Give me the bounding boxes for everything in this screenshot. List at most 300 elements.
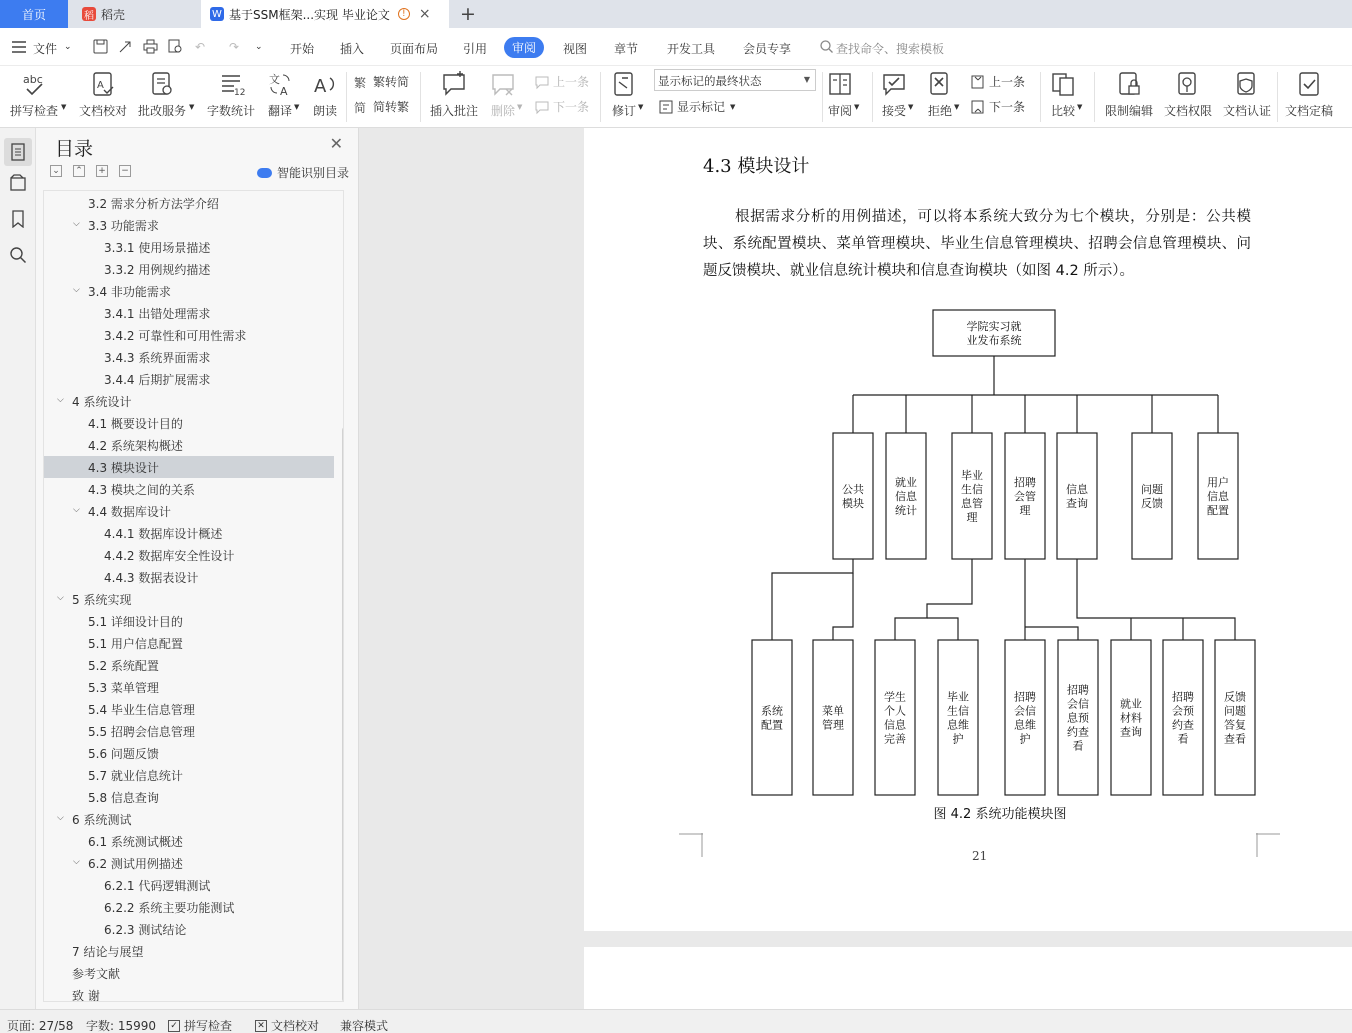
svg-text:A: A bbox=[97, 80, 104, 91]
output-icon[interactable] bbox=[118, 39, 133, 54]
toc-item[interactable] bbox=[44, 346, 334, 368]
delete-comment-button[interactable] bbox=[489, 70, 517, 119]
mid-module-box bbox=[1057, 433, 1097, 559]
toc-item[interactable] bbox=[44, 302, 334, 324]
leaf-module-label: 息维 bbox=[947, 718, 969, 732]
section-heading[interactable]: 4.3 模块设计 bbox=[703, 156, 810, 177]
toc-item[interactable] bbox=[44, 742, 334, 764]
batch-service-icon bbox=[148, 70, 176, 98]
leaf-module-label: 反馈 bbox=[1224, 690, 1246, 704]
chapter-nav-button[interactable] bbox=[9, 174, 27, 192]
root-module-label: 学院实习就 bbox=[966, 320, 1022, 333]
track-changes-icon bbox=[610, 70, 638, 98]
collapse-all-icon[interactable]: ⌄ bbox=[50, 165, 62, 177]
dropdown-caret-icon: ▼ bbox=[189, 103, 195, 111]
svg-text:繁: 繁 bbox=[354, 75, 367, 90]
tab-document[interactable] bbox=[201, 0, 449, 28]
connector-line bbox=[895, 559, 972, 640]
translate-label: 翻译 bbox=[267, 104, 292, 118]
navigation-icon-bar bbox=[0, 128, 36, 1009]
toc-item[interactable] bbox=[44, 984, 334, 1002]
review-ribbon bbox=[0, 66, 1352, 128]
bookmark-icon bbox=[9, 210, 27, 228]
chevron-down-icon[interactable]: ⌵ bbox=[57, 395, 64, 405]
body-paragraph[interactable]: 根据需求分析的用例描述，可以将本系统大致分为七个模块，分别是：公共模块、系统配置模块、菜单管理模块、毕业生信息管理模块、招聘会信息管理模块、问题反馈模块、就业信息统计模块和信息查询模块（如图 4.2 所示）。 bbox=[703, 209, 1251, 279]
svg-text:文: 文 bbox=[269, 73, 280, 86]
leaf-module-label: 个人 bbox=[884, 704, 906, 718]
toc-item-label: 参考文献 bbox=[72, 967, 121, 981]
toc-item-label: 3.3.2 用例规约描述 bbox=[104, 263, 211, 277]
expand-up-icon[interactable]: ⌃ bbox=[73, 165, 85, 177]
read-aloud-button[interactable] bbox=[311, 70, 339, 119]
chevron-down-icon[interactable]: ⌵ bbox=[73, 219, 80, 229]
mid-module-label: 理 bbox=[1019, 504, 1031, 517]
chevron-down-icon[interactable]: ⌵ bbox=[73, 857, 80, 867]
leaf-module-label: 息维 bbox=[1014, 718, 1036, 732]
restrict-edit-button[interactable] bbox=[1105, 70, 1153, 119]
doc-final-icon bbox=[1295, 70, 1323, 98]
smart-toc-button[interactable] bbox=[257, 164, 349, 181]
leaf-module-label: 会预 bbox=[1172, 704, 1194, 718]
leaf-module-box bbox=[1163, 640, 1203, 795]
chevron-down-icon[interactable]: ⌵ bbox=[57, 593, 64, 603]
save-icon[interactable] bbox=[93, 39, 108, 54]
toc-item[interactable] bbox=[44, 852, 334, 874]
leaf-module-box bbox=[1005, 640, 1045, 795]
toc-item-label: 4.3 模块之间的关系 bbox=[88, 483, 195, 497]
toc-item[interactable] bbox=[44, 874, 334, 896]
toc-item-label: 4.2 系统架构概述 bbox=[88, 439, 183, 453]
status-bar bbox=[0, 1009, 1352, 1033]
toc-item-label: 6 系统测试 bbox=[72, 813, 132, 827]
smart-toc-label: 智能识别目录 bbox=[276, 166, 349, 180]
chevron-down-icon[interactable]: ⌵ bbox=[73, 505, 80, 515]
toc-item-label: 3.4.4 后期扩展需求 bbox=[104, 373, 211, 387]
next-comment-label: 下一条 bbox=[553, 100, 590, 114]
command-search-input[interactable]: 查找命令、搜索模板 bbox=[836, 42, 945, 56]
toc-item-label: 4 系统设计 bbox=[72, 395, 132, 409]
menu-view[interactable]: 视图 bbox=[563, 42, 588, 56]
toc-item[interactable] bbox=[44, 390, 334, 412]
toc-item[interactable] bbox=[44, 258, 334, 280]
leaf-module-label: 材料 bbox=[1120, 711, 1142, 725]
accept-icon bbox=[880, 70, 908, 98]
toc-item[interactable] bbox=[44, 522, 334, 544]
doc-final-button[interactable] bbox=[1285, 70, 1333, 119]
status-doc-check-label: 文档校对 bbox=[271, 1019, 320, 1033]
toc-item[interactable] bbox=[44, 456, 334, 478]
insert-comment-button[interactable] bbox=[430, 70, 478, 119]
toc-item[interactable] bbox=[44, 808, 334, 830]
connector-line bbox=[927, 618, 958, 640]
toc-pane-button[interactable] bbox=[4, 138, 32, 166]
close-icon[interactable]: ✕ bbox=[329, 134, 343, 153]
toc-item[interactable] bbox=[44, 192, 334, 214]
next-change-button[interactable] bbox=[970, 98, 1025, 115]
toc-item-label: 3.2 需求分析方法学介绍 bbox=[88, 197, 219, 211]
mid-module-label: 公共 bbox=[842, 483, 864, 496]
toc-item-label: 4.1 概要设计目的 bbox=[88, 417, 183, 431]
review-pane-label: 审阅 bbox=[827, 104, 852, 118]
mid-module-label: 就业 bbox=[895, 476, 917, 489]
accept-button[interactable] bbox=[880, 70, 908, 119]
spell-check-button[interactable] bbox=[10, 70, 58, 119]
close-tab-icon[interactable]: × bbox=[418, 6, 431, 22]
leaf-module-label: 毕业 bbox=[947, 690, 969, 704]
page-number: 21 bbox=[972, 849, 988, 863]
spell-check-label: 拼写检查 bbox=[10, 104, 59, 118]
simp-to-trad-button[interactable] bbox=[354, 98, 409, 115]
simp-to-trad-label: 简转繁 bbox=[373, 100, 410, 114]
reject-button[interactable] bbox=[926, 70, 954, 119]
word-count-label: 字数统计 bbox=[207, 104, 256, 118]
leaf-module-label: 护 bbox=[1019, 732, 1031, 746]
toc-item[interactable] bbox=[44, 632, 334, 654]
toc-item-label: 5.7 就业信息统计 bbox=[88, 769, 183, 783]
ribbon-divider bbox=[1040, 72, 1041, 122]
toc-item-label: 5 系统实现 bbox=[72, 593, 132, 607]
revise-button[interactable] bbox=[610, 70, 638, 119]
connector-line bbox=[772, 559, 853, 640]
leaf-module-label: 会信 bbox=[1067, 697, 1089, 711]
toc-item-label: 5.5 招聘会信息管理 bbox=[88, 725, 195, 739]
status-doc-check[interactable] bbox=[255, 1017, 319, 1033]
leaf-module-label: 完善 bbox=[884, 732, 906, 746]
print-preview-icon[interactable] bbox=[168, 39, 183, 54]
toc-item[interactable] bbox=[44, 940, 334, 962]
prev-change-button[interactable] bbox=[970, 73, 1025, 90]
menu-insert[interactable]: 插入 bbox=[340, 42, 365, 56]
svg-text:A: A bbox=[314, 76, 327, 97]
comment-delete-icon bbox=[489, 70, 517, 98]
tab-document-label: 基于SSM框架...实现 毕业论文 bbox=[229, 7, 390, 22]
read-aloud-icon bbox=[311, 70, 339, 98]
toc-item[interactable] bbox=[44, 280, 334, 302]
toc-item[interactable] bbox=[44, 896, 334, 918]
add-level-icon[interactable]: + bbox=[96, 165, 108, 177]
toc-item-label: 5.1 用户信息配置 bbox=[88, 637, 183, 651]
doc-check-button[interactable] bbox=[79, 70, 127, 119]
menu-file[interactable]: 文件 bbox=[33, 42, 58, 56]
chevron-down-icon[interactable]: ⌵ bbox=[57, 813, 64, 823]
leaf-module-label: 问题 bbox=[1224, 704, 1246, 718]
toc-item[interactable] bbox=[44, 214, 334, 236]
daoke-icon: 稻 bbox=[82, 7, 96, 21]
mid-module-label: 信息 bbox=[1066, 483, 1088, 496]
prev-comment-icon bbox=[534, 74, 550, 90]
ribbon-divider bbox=[1094, 72, 1095, 122]
mid-module-label: 查询 bbox=[1066, 497, 1088, 510]
menu-chapter[interactable]: 章节 bbox=[614, 42, 639, 56]
word-count-indicator[interactable]: 字数: 15990 bbox=[86, 1019, 157, 1033]
dropdown-caret-icon: ▼ bbox=[61, 103, 67, 111]
compare-label: 比较 bbox=[1050, 104, 1075, 118]
leaf-module-label: 约查 bbox=[1172, 718, 1194, 732]
dropdown-caret-icon: ▼ bbox=[638, 103, 644, 111]
leaf-module-label: 看 bbox=[1072, 739, 1084, 753]
review-pane-button[interactable] bbox=[826, 70, 854, 119]
menu-start[interactable]: 开始 bbox=[290, 42, 315, 56]
chevron-down-icon[interactable]: ⌄ bbox=[64, 42, 72, 52]
dropdown-caret-icon: ▼ bbox=[294, 103, 300, 111]
bookmark-button[interactable] bbox=[9, 210, 27, 228]
doc-cert-icon bbox=[1233, 70, 1261, 98]
leaf-module-label: 答复 bbox=[1224, 718, 1246, 732]
mid-module-label: 招聘 bbox=[1014, 476, 1036, 489]
doc-rights-icon bbox=[1174, 70, 1202, 98]
root-module-label: 业发布系统 bbox=[966, 334, 1022, 347]
tab-home[interactable] bbox=[0, 0, 68, 28]
leaf-module-label: 看 bbox=[1177, 732, 1189, 746]
menu-devtools[interactable]: 开发工具 bbox=[667, 42, 716, 56]
cloud-icon bbox=[257, 168, 272, 178]
delete-comment-label: 删除 bbox=[490, 104, 515, 118]
toc-item-label: 3.4 非功能需求 bbox=[88, 285, 171, 299]
toc-item[interactable] bbox=[44, 918, 334, 940]
toc-item[interactable] bbox=[44, 830, 334, 852]
toc-item[interactable] bbox=[44, 368, 334, 390]
leaf-module-label: 管理 bbox=[822, 718, 844, 732]
prev-change-label: 上一条 bbox=[989, 75, 1026, 89]
tab-bar bbox=[0, 0, 1352, 28]
doc-rights-button[interactable] bbox=[1164, 70, 1212, 119]
show-marks-label: 显示标记 bbox=[677, 100, 726, 114]
toc-item[interactable] bbox=[44, 544, 334, 566]
simp-trad-icon bbox=[354, 99, 370, 115]
ribbon-divider bbox=[600, 72, 601, 122]
mid-module-label: 用户 bbox=[1207, 476, 1229, 489]
dropdown-caret-icon: ▼ bbox=[1077, 103, 1083, 111]
tab-home-label: 首页 bbox=[21, 7, 46, 22]
chevron-down-icon[interactable]: ⌵ bbox=[73, 285, 80, 295]
dropdown-caret-icon: ▼ bbox=[730, 103, 736, 111]
trad-to-simp-button[interactable] bbox=[354, 73, 409, 90]
crop-mark bbox=[1256, 833, 1280, 857]
document-page bbox=[584, 128, 1352, 931]
leaf-module-label: 会信 bbox=[1014, 704, 1036, 718]
toc-item-label: 4.4.3 数据表设计 bbox=[104, 571, 199, 585]
comment-add-icon bbox=[440, 70, 468, 98]
doc-check-icon bbox=[89, 70, 117, 98]
mid-module-box bbox=[1132, 433, 1172, 559]
compat-mode: 兼容模式 bbox=[340, 1019, 389, 1033]
show-marks-button[interactable] bbox=[658, 98, 725, 115]
insert-comment-label: 插入批注 bbox=[430, 104, 479, 118]
new-tab-button[interactable]: + bbox=[460, 3, 476, 25]
root-module-box bbox=[933, 310, 1055, 356]
toc-item-label: 4.4 数据库设计 bbox=[88, 505, 171, 519]
svg-text:abc: abc bbox=[23, 73, 43, 86]
reject-label: 拒绝 bbox=[927, 104, 952, 118]
hamburger-icon[interactable] bbox=[12, 41, 26, 53]
toc-item-label: 5.1 详细设计目的 bbox=[88, 615, 183, 629]
toc-panel bbox=[36, 128, 359, 1009]
checkbox-icon: ✕ bbox=[255, 1020, 267, 1032]
mid-module-label: 毕业 bbox=[961, 469, 983, 482]
toc-item-label: 5.3 菜单管理 bbox=[88, 681, 159, 695]
leaf-module-label: 学生 bbox=[884, 690, 906, 704]
mid-module-label: 反馈 bbox=[1141, 497, 1163, 510]
doc-final-label: 文档定稿 bbox=[1285, 104, 1334, 118]
status-spell-label: 拼写检查 bbox=[184, 1019, 233, 1033]
toc-item[interactable] bbox=[44, 500, 334, 522]
toc-item-label: 致 谢 bbox=[72, 989, 100, 1002]
mid-module-label: 统计 bbox=[895, 504, 917, 517]
tab-daoke[interactable] bbox=[72, 0, 198, 28]
document-canvas bbox=[359, 128, 1352, 1009]
leaf-module-label: 配置 bbox=[761, 718, 783, 732]
svg-text:简: 简 bbox=[354, 100, 367, 115]
mid-module-label: 生信 bbox=[961, 483, 983, 496]
menu-review[interactable]: 审阅 bbox=[504, 37, 544, 58]
leaf-module-box bbox=[813, 640, 853, 795]
read-aloud-label: 朗读 bbox=[312, 104, 337, 118]
status-spell-check[interactable] bbox=[168, 1017, 232, 1033]
trad-to-simp-label: 繁转简 bbox=[373, 75, 410, 89]
crop-mark bbox=[679, 833, 703, 857]
toc-item[interactable] bbox=[44, 962, 334, 984]
wps-writer-icon: W bbox=[210, 7, 224, 21]
print-icon[interactable] bbox=[143, 39, 158, 54]
toc-item-label: 4.4.1 数据库设计概述 bbox=[104, 527, 223, 541]
toc-item[interactable] bbox=[44, 698, 334, 720]
mid-module-label: 问题 bbox=[1141, 483, 1163, 496]
toc-scrollbar[interactable] bbox=[342, 427, 344, 1002]
leaf-module-label: 就业 bbox=[1120, 697, 1142, 711]
mid-module-label: 配置 bbox=[1207, 504, 1229, 517]
toc-item[interactable] bbox=[44, 324, 334, 346]
toc-item-label: 5.2 系统配置 bbox=[88, 659, 159, 673]
menu-vip[interactable]: 会员专享 bbox=[743, 42, 792, 56]
connector-line bbox=[1025, 627, 1078, 640]
figure-caption: 图 4.2 系统功能模块图 bbox=[933, 807, 1067, 822]
tab-daoke-label: 稻壳 bbox=[101, 7, 126, 22]
find-button[interactable] bbox=[9, 246, 27, 264]
dropdown-caret-icon: ▼ bbox=[517, 103, 523, 111]
leaf-module-box bbox=[938, 640, 978, 795]
leaf-module-box bbox=[752, 640, 792, 795]
leaf-module-label: 查询 bbox=[1120, 725, 1142, 739]
doc-rights-label: 文档权限 bbox=[1164, 104, 1213, 118]
show-marks-icon bbox=[658, 99, 674, 115]
toc-list bbox=[43, 190, 344, 1002]
leaf-module-label: 息预 bbox=[1067, 711, 1089, 725]
doc-cert-button[interactable] bbox=[1223, 70, 1271, 119]
translate-button[interactable] bbox=[266, 70, 294, 119]
doc-cert-label: 文档认证 bbox=[1223, 104, 1272, 118]
translate-icon bbox=[266, 70, 294, 98]
menu-bar bbox=[0, 28, 1352, 66]
display-mode-select[interactable] bbox=[654, 69, 816, 91]
leaf-module-label: 招聘 bbox=[1067, 683, 1089, 697]
batch-service-label: 批改服务 bbox=[138, 104, 187, 118]
toc-item[interactable] bbox=[44, 434, 334, 456]
warning-icon[interactable]: ! bbox=[398, 8, 410, 20]
reject-icon bbox=[926, 70, 954, 98]
toc-item[interactable] bbox=[44, 566, 334, 588]
leaf-module-label: 约查 bbox=[1067, 725, 1089, 739]
toc-item-label: 5.6 问题反馈 bbox=[88, 747, 159, 761]
accept-label: 接受 bbox=[881, 104, 906, 118]
connector-line bbox=[1077, 559, 1235, 640]
toc-item-label: 3.3.1 使用场景描述 bbox=[104, 241, 211, 255]
next-change-label: 下一条 bbox=[989, 100, 1026, 114]
menu-reference[interactable]: 引用 bbox=[463, 42, 488, 56]
word-count-button[interactable] bbox=[207, 70, 255, 119]
spell-check-icon bbox=[20, 70, 48, 98]
toc-item[interactable] bbox=[44, 610, 334, 632]
revise-label: 修订 bbox=[611, 104, 636, 118]
leaf-module-label: 信息 bbox=[884, 718, 906, 732]
svg-text:A: A bbox=[280, 85, 288, 98]
search-icon bbox=[820, 40, 833, 53]
prev-comment-label: 上一条 bbox=[553, 75, 590, 89]
svg-text:12: 12 bbox=[234, 88, 245, 98]
toc-item[interactable] bbox=[44, 786, 334, 808]
next-change-icon bbox=[970, 99, 986, 115]
leaf-module-box bbox=[1215, 640, 1255, 795]
ribbon-divider bbox=[872, 72, 873, 122]
dropdown-caret-icon: ▼ bbox=[803, 75, 810, 84]
doc-check-label: 文档校对 bbox=[79, 104, 128, 118]
menu-layout[interactable]: 页面布局 bbox=[390, 42, 439, 56]
prev-comment-button[interactable] bbox=[534, 73, 589, 90]
toc-item[interactable] bbox=[44, 764, 334, 786]
mid-module-box bbox=[833, 433, 873, 559]
undo-icon[interactable]: ↶ bbox=[195, 40, 206, 54]
next-page bbox=[584, 947, 1352, 1009]
mid-module-label: 信息 bbox=[1207, 490, 1229, 503]
search-icon bbox=[9, 246, 27, 264]
mid-module-box bbox=[952, 433, 992, 559]
restrict-edit-label: 限制编辑 bbox=[1105, 104, 1154, 118]
page-indicator[interactable]: 页面: 27/58 bbox=[7, 1019, 74, 1033]
word-count-icon bbox=[217, 70, 245, 98]
toc-item-label: 5.4 毕业生信息管理 bbox=[88, 703, 195, 717]
ribbon-divider bbox=[1277, 72, 1278, 122]
mid-module-label: 模块 bbox=[842, 497, 864, 510]
toc-title: 目录 bbox=[55, 138, 94, 160]
dropdown-caret-icon: ▼ bbox=[908, 103, 914, 111]
more-icon[interactable]: ⌄ bbox=[255, 42, 263, 52]
remove-level-icon[interactable]: − bbox=[119, 165, 131, 177]
toc-item-label: 6.2.2 系统主要功能测试 bbox=[104, 901, 235, 915]
toc-item[interactable] bbox=[44, 236, 334, 258]
mid-module-label: 会管 bbox=[1014, 490, 1036, 503]
toc-item[interactable] bbox=[44, 412, 334, 434]
toc-item[interactable] bbox=[44, 654, 334, 676]
next-comment-button[interactable] bbox=[534, 98, 589, 115]
toc-item-label: 3.4.2 可靠性和可用性需求 bbox=[104, 329, 247, 343]
toc-item[interactable] bbox=[44, 588, 334, 610]
leaf-module-label: 系统 bbox=[761, 704, 783, 718]
redo-icon[interactable]: ↷ bbox=[229, 40, 240, 54]
lock-document-icon bbox=[1115, 70, 1143, 98]
ribbon-divider bbox=[346, 72, 347, 122]
toc-item-label: 6.2.1 代码逻辑测试 bbox=[104, 879, 211, 893]
compare-icon bbox=[1049, 70, 1077, 98]
toc-item[interactable] bbox=[44, 676, 334, 698]
compare-button[interactable] bbox=[1049, 70, 1077, 119]
toc-item[interactable] bbox=[44, 478, 334, 500]
toc-item[interactable] bbox=[44, 720, 334, 742]
leaf-module-label: 招聘 bbox=[1014, 690, 1036, 704]
toc-item-label: 5.8 信息查询 bbox=[88, 791, 159, 805]
toc-item-label: 6.2.3 测试结论 bbox=[104, 923, 187, 937]
prev-change-icon bbox=[970, 74, 986, 90]
toc-item-label: 6.1 系统测试概述 bbox=[88, 835, 183, 849]
batch-service-button[interactable] bbox=[138, 70, 186, 119]
